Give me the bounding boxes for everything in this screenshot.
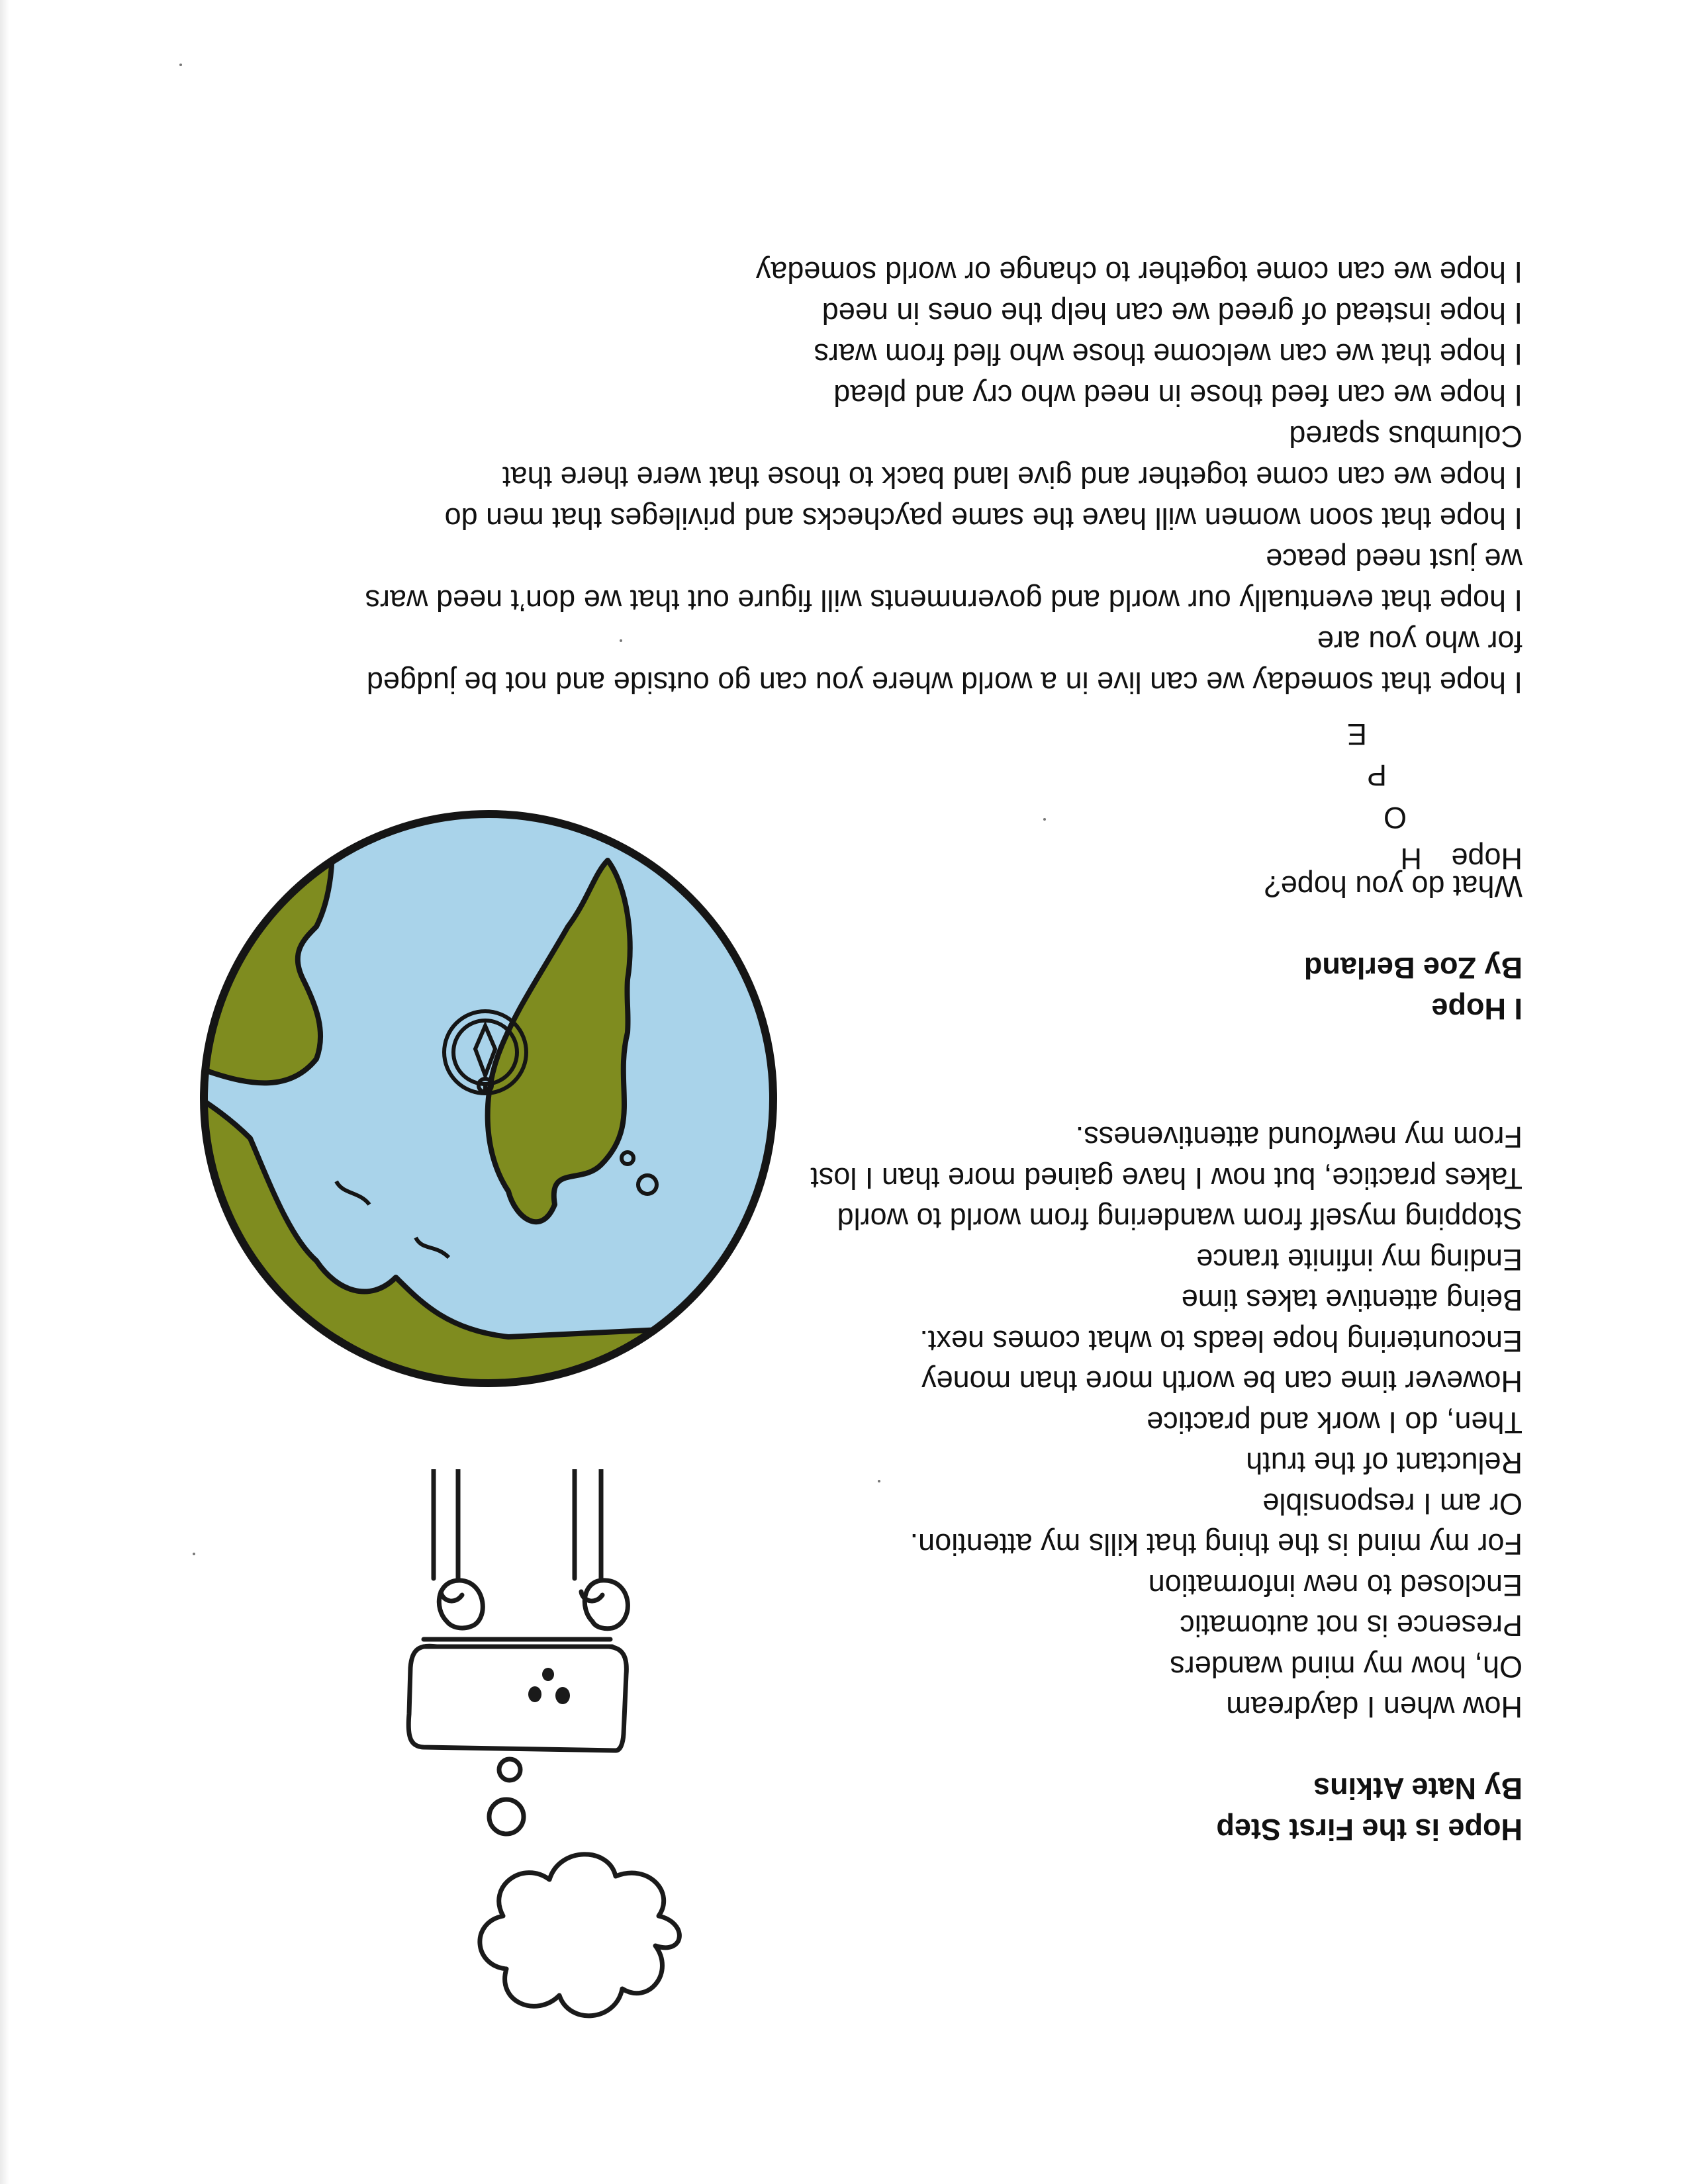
scan-speck: [878, 1480, 880, 1482]
daydream-doodle-drawing: [371, 1469, 781, 2085]
poem-line: Being attentive takes time: [1181, 1283, 1523, 1318]
island-outline: [638, 1175, 657, 1194]
poem-line: we just need peace: [1266, 543, 1523, 576]
scan-edge-shadow: [0, 0, 9, 2184]
poem-line: However time can be worth more than money: [921, 1365, 1523, 1399]
poem-line: Columbus spared: [1289, 420, 1523, 453]
poem-line: for who you are: [1317, 625, 1523, 659]
poem-line: I hope instead of greed we can help the ones in need: [821, 296, 1523, 330]
poem-line: I hope we can feed those in need who cry and plead: [833, 379, 1523, 412]
acrostic-letter: E: [1346, 717, 1367, 751]
island-outline: [622, 1152, 633, 1164]
poem-title: I Hope: [1431, 992, 1523, 1026]
poem-line: Then, do I work and practice: [1147, 1406, 1523, 1439]
acrostic-letter: O: [1383, 801, 1407, 835]
poem-hope-is-the-first-step: [810, 1117, 1523, 1850]
poem-line: I hope that eventually our world and governments will figure out that we don’t need wars: [365, 584, 1523, 617]
scan-speck: [620, 639, 622, 642]
scan-speck: [193, 1553, 195, 1555]
left-arm-lines: [575, 1469, 601, 1578]
mouth-dot: [542, 1668, 554, 1681]
collar-line: [424, 1639, 612, 1647]
head-outline: [408, 1646, 626, 1751]
poem-line: Or am I responsible: [1262, 1487, 1523, 1521]
poem-line: Takes practice, but now I have gained more than I lost: [810, 1161, 1523, 1195]
left-hand-outline: [585, 1580, 628, 1629]
poem-author: By Zoe Berland: [1303, 951, 1523, 985]
poem-line: Encountering hope leads to what comes next.: [919, 1324, 1523, 1358]
acrostic-letter: H: [1400, 842, 1422, 876]
poem-line: For my mind is the thing that kills my attention.: [910, 1527, 1523, 1562]
poem-line: I hope that we can welcome those who fled from wars: [814, 338, 1523, 371]
poem-line: Ending my infinite trance: [1196, 1243, 1523, 1277]
poem-line: From my newfound attentiveness.: [1075, 1120, 1523, 1155]
right-eye-dot: [528, 1686, 541, 1702]
poem-line: Reluctant of the truth: [1246, 1446, 1523, 1480]
earth-globe-drawing: [184, 794, 793, 1403]
hope-word: Hope: [1451, 842, 1523, 876]
poem-question: What do you hope?: [1264, 870, 1523, 904]
thought-bubble: [499, 1759, 520, 1780]
poem-line: Enclosed to new information: [1148, 1569, 1523, 1602]
poem-line: I hope that someday we can live in a world where you can go outside and not be judged: [366, 666, 1523, 700]
left-eye-dot: [555, 1687, 570, 1704]
poem-i-hope: [1264, 866, 1523, 1029]
acrostic-letter: P: [1366, 758, 1387, 792]
poem-line: How when I daydream: [1226, 1690, 1523, 1725]
thought-cloud-shape: [480, 1854, 679, 2016]
right-arm-lines: [434, 1469, 458, 1578]
poem-line: I hope we can come together to change or world someday: [755, 255, 1523, 289]
poem-title: Hope is the First Step: [1216, 1813, 1523, 1846]
poem-line: Oh, how my mind wanders: [1170, 1650, 1523, 1684]
poem-line: I hope we can come together and give land back to those that were there that: [502, 461, 1523, 494]
poem-line: Stopping myself from wandering from world to world: [837, 1202, 1523, 1236]
scan-speck: [179, 64, 182, 66]
scan-speck: [1043, 818, 1046, 821]
poem-i-hope-body: [365, 251, 1523, 703]
right-hand-outline: [439, 1580, 483, 1628]
poem-author: By Nate Atkins: [1313, 1772, 1523, 1806]
poem-line: I hope that soon women will have the same paychecks and privileges that men do: [444, 502, 1523, 535]
cuff-detail: [441, 1592, 602, 1601]
poem-line: Presence is not automatic: [1180, 1609, 1523, 1643]
thought-bubble: [489, 1799, 524, 1834]
